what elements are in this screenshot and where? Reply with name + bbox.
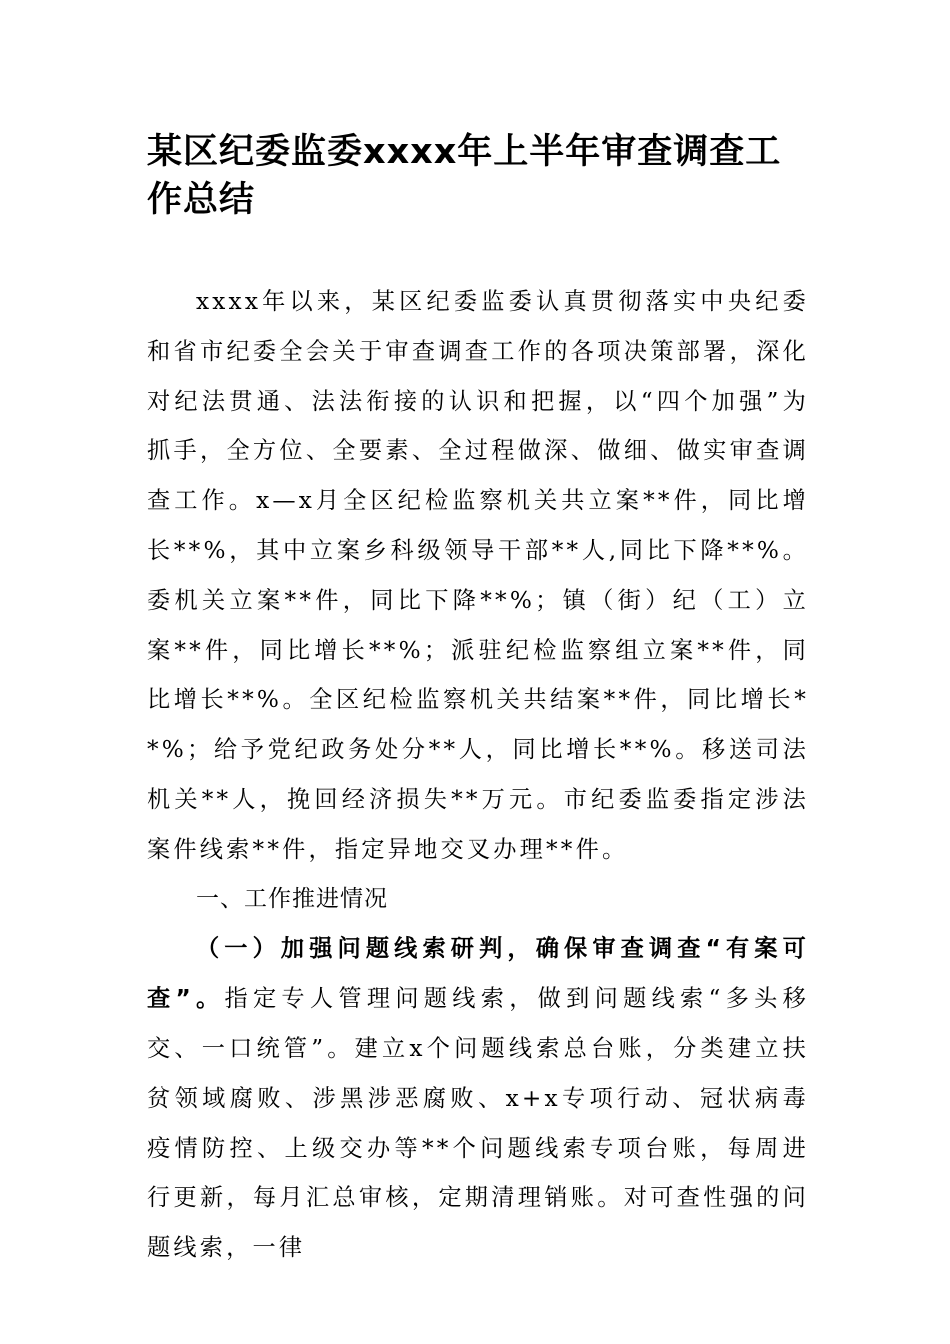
intro-paragraph: xxxx年以来，某区纪委监委认真贯彻落实中央纪委和省市纪委全会关于审查调查工作的各项决策部署，深化对纪法贯通、法法衔接的认识和把握，以“四个加强”为抓手，全方位、全要素、全过程做深、做细、做实审查调查工作。x—x月全区纪检监察机关共立案**件，同比增长**%，其中立案乡科级领导干部**人,同比下降**%。委机关立案**件，同比下降**%；镇（街）纪（工）立案**件，同比增长**%；派驻纪检监察组立案**件，同比增长**%。全区纪检监察机关共结案**件，同比增长**%；给予党纪政务处分**人，同比增长**%。移送司法机关**人，挽回经济损失**万元。市纪委监委指定涉法案件线索**件，指定异地交叉办理**件。 xyxy=(147,288,809,863)
subsection-lead: （一）加强问题线索研判，确保审查调查“有案可查”。 xyxy=(147,935,809,1013)
section-heading: 一、工作推进情况 xyxy=(196,885,388,912)
document-body xyxy=(147,277,809,1273)
subsection-body: 指定专人管理问题线索，做到问题线索“多头移交、一口统管”。建立x个问题线索总台账，分类建立扶贫领域腐败、涉黑涉恶腐败、x+x专项行动、冠状病毒疫情防控、上级交办等**个问题线索专项台账，每周进行更新，每月汇总审核，定期清理销账。对可查性强的问题线索，一律 xyxy=(147,985,809,1262)
document-title: 某区纪委监委xxxx年上半年审查调查工作总结 xyxy=(147,132,782,220)
subsection-paragraph xyxy=(147,924,809,1273)
